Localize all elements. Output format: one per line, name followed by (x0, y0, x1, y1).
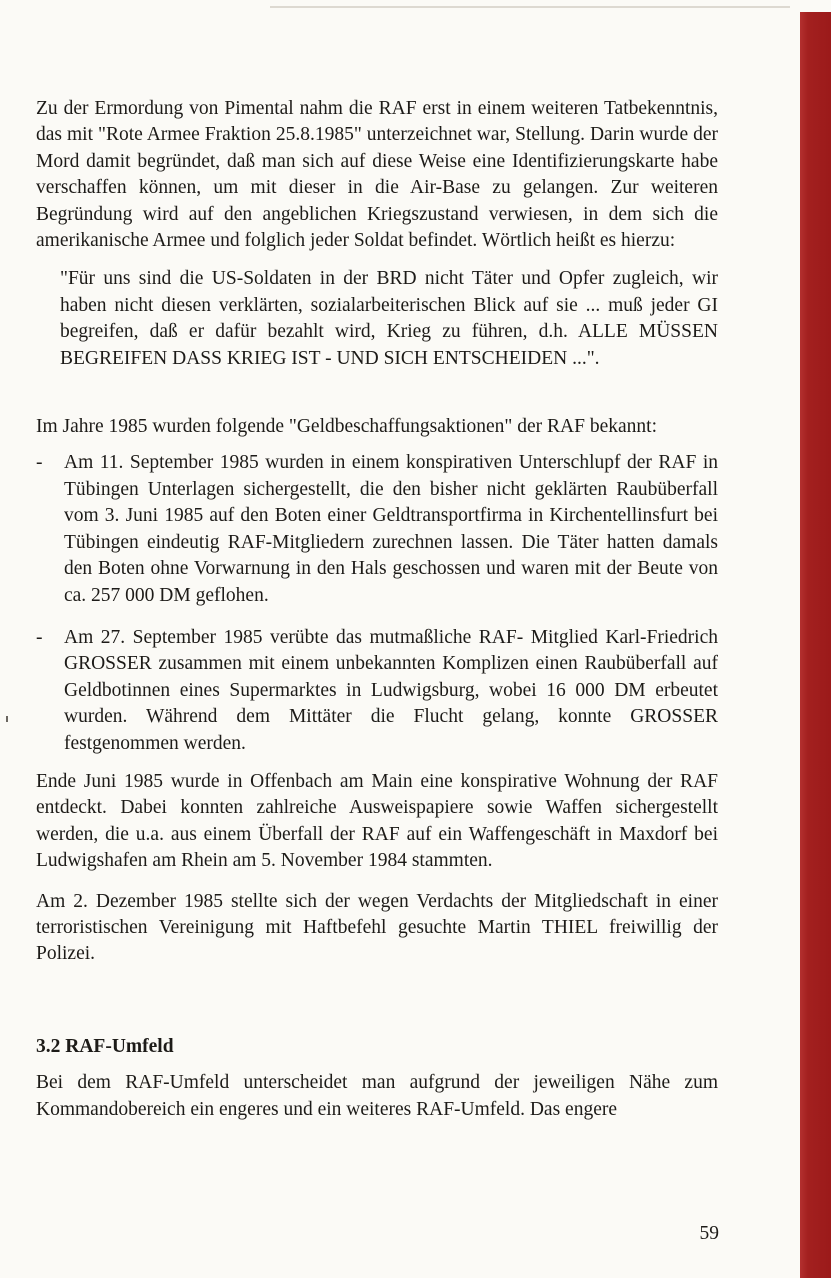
list-item (36, 625, 718, 757)
body-paragraph: Zu der Ermordung von Pimental nahm die RAF erst in einem weiteren Tatbekenntnis, das mit "Rote Armee Fraktion 25.8.1985" unterzeichnet war, Stellung. Darin wurde der Mord damit begründet, daß man sich auf diese Weise eine Identifizierungskarte habe verschaffen können, um mit dieser in die Air-Base zu gelangen. Zur weiteren Begründung wird auf den angeblichen Kriegszustand verwiesen, in dem sich die amerikanische Armee und folglich jeder Soldat befindet. Wörtlich heißt es hierzu: (36, 98, 718, 252)
body-paragraph: Am 2. Dezember 1985 stellte sich der wegen Verdachts der Mitgliedschaft in einer terroristischen Vereinigung mit Haftbefehl gesuchte Martin THIEL freiwillig der Polizei. (36, 890, 718, 965)
page-number: 59 (699, 1223, 719, 1244)
body-paragraph: Ende Juni 1985 wurde in Offenbach am Main eine konspirative Wohnung der RAF entdeckt. Dabei konnten zahlreiche Ausweispapiere sowie Waffen sichergestellt werden, die u.a. aus einem Überfall der RAF auf ein Waffengeschäft in Maxdorf bei Ludwigshafen am Rhein am 5. November 1984 stammten. (36, 770, 718, 872)
scan-top-edge (270, 6, 790, 8)
block-quote: "Für uns sind die US-Soldaten in der BRD nicht Täter und Opfer zugleich, wir haben nicht diesen verklärten, sozialarbeiterischen Blick auf sie ... muß jeder GI begreifen, daß er dafür bezahlt wird, Krieg zu führen, d.h. ALLE MÜSSEN BEGREIFEN DASS KRIEG IST - UND SICH ENTSCHEIDEN ...". (60, 268, 718, 369)
body-paragraph: Bei dem RAF-Umfeld unterscheidet man aufgrund der jeweiligen Nähe zum Kommandobereich ein engeres und ein weiteres RAF-Umfeld. Das engere (36, 1072, 718, 1120)
page-body (36, 96, 718, 1123)
bullet-dash: - (36, 452, 43, 474)
section-heading: 3.2 RAF-Umfeld (36, 1035, 174, 1057)
body-paragraph: Im Jahre 1985 wurden folgende "Geldbeschaffungsaktionen" der RAF bekannt: (36, 416, 657, 438)
list-item-text: Am 27. September 1985 verübte das mutmaßliche RAF- Mitglied Karl-Friedrich GROSSER zusammen mit einem unbekannten Komplizen einen Raubüberfall auf Geldbotinnen eines Supermarktes in Ludwigsburg, wobei 16 000 DM erbeutet wurden. Während dem Mittäter die Flucht gelang, konnte GROSSER festgenommen werden. (64, 626, 718, 754)
list-item-text: Am 11. September 1985 wurden in einem konspirativen Unterschlupf der RAF in Tübingen Unterlagen sichergestellt, die den bisher nicht geklärten Raubüberfall vom 3. Juni 1985 auf den Boten einer Geldtransportfirma in Kirchentellinsfurt bei Tübingen eindeutig RAF-Mitgliedern zurechnen lassen. Die Täter hatten damals den Boten ohne Vorwarnung in den Hals geschossen und waren mit der Beute von ca. 257 000 DM geflohen. (64, 452, 718, 606)
bullet-dash: - (36, 626, 43, 648)
book-spine-edge (800, 12, 831, 1278)
margin-mark (6, 716, 8, 722)
list-item (36, 450, 718, 608)
